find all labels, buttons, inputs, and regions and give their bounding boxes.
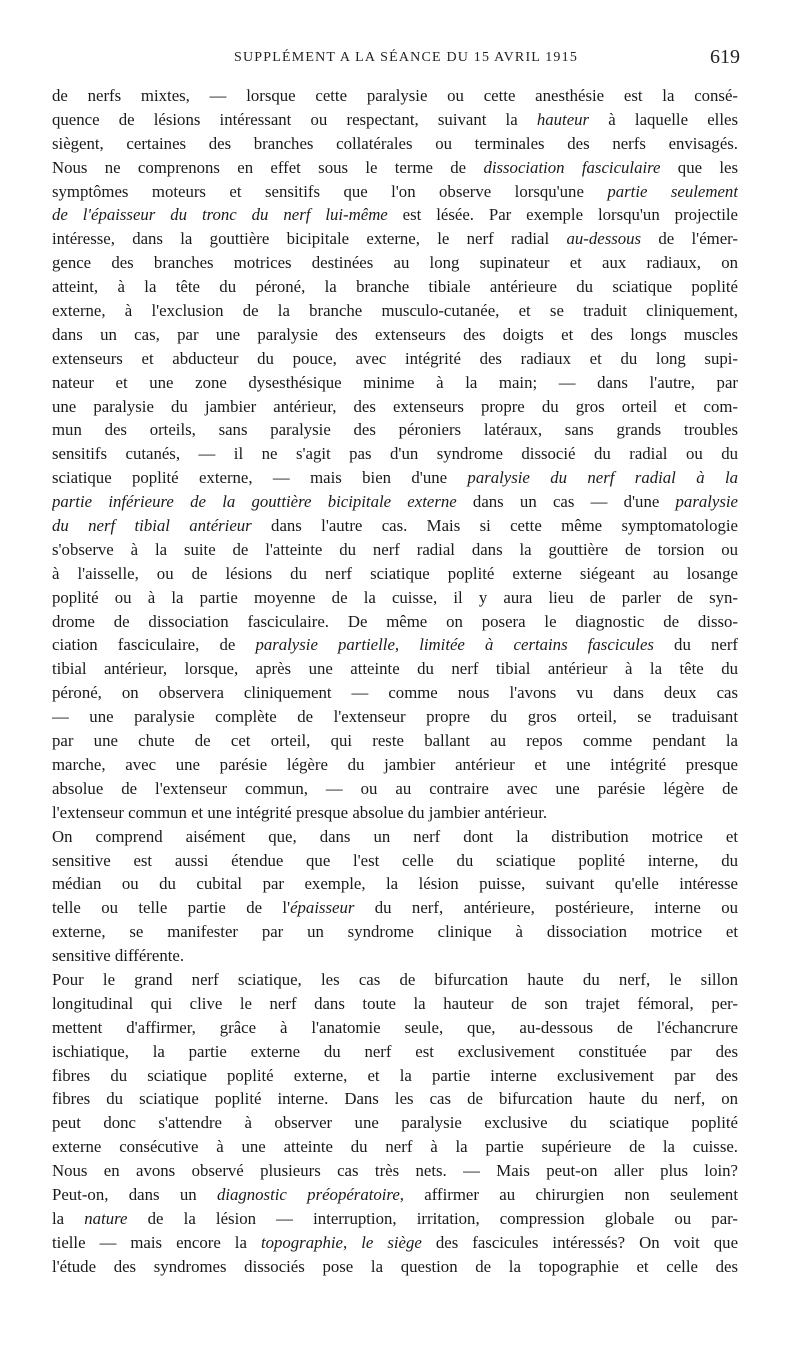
- text-segment: intéresse, dans la gouttière bicipitale externe, le nerf radial: [52, 229, 567, 249]
- text-segment: absolue de l'extenseur commun, — ou au contraire avec une parésie légère de: [52, 778, 738, 798]
- text-line: [52, 299, 738, 323]
- text-line: [52, 681, 738, 705]
- text-segment: externe, se manifester par un syndrome clinique à dissociation motrice et: [52, 922, 738, 942]
- text-line: [52, 1016, 738, 1040]
- text-line: [52, 944, 738, 968]
- text-line: [52, 705, 738, 729]
- text-line: [52, 538, 738, 562]
- italic-text-segment: épaisseur: [290, 898, 355, 918]
- text-line: [52, 633, 738, 657]
- text-line: [52, 896, 738, 920]
- text-line: [52, 84, 738, 108]
- text-segment: la: [52, 1208, 85, 1228]
- text-segment: peut donc s'attendre à observer une paralysie exclusive du sciatique poplité: [52, 1113, 738, 1133]
- italic-text-segment: partie seulement: [607, 181, 738, 201]
- text-line: [52, 323, 738, 347]
- text-segment: s'observe à la suite de l'atteinte du nerf radial dans la gouttière de torsion ou: [52, 539, 738, 559]
- italic-text-segment: au-dessous: [566, 229, 642, 249]
- text-segment: dans l'autre cas. Mais si cette même symptomatologie: [251, 516, 738, 536]
- text-line: [52, 562, 738, 586]
- text-line: [52, 466, 738, 490]
- text-segment: symptômes moteurs et sensitifs que l'on observe lorsqu'une: [52, 181, 608, 201]
- text-segment: externe consécutive à une atteinte du nerf à la partie supérieure de la cuisse.: [52, 1137, 738, 1157]
- text-line: [52, 371, 738, 395]
- running-head: SUPPLÉMENT A LA SÉANCE DU 15 AVRIL 1915: [233, 50, 579, 65]
- text-line: [52, 825, 738, 849]
- text-segment: ciation fasciculaire, de: [52, 635, 256, 655]
- italic-text-segment: paralysie: [675, 492, 738, 512]
- text-line: [52, 1207, 738, 1231]
- text-line: [52, 108, 738, 132]
- text-segment: de la lésion — interruption, irritation, compression globale ou par-: [127, 1208, 738, 1228]
- text-segment: fibres du sciatique poplité externe, et la partie interne exclusivement par des: [52, 1065, 738, 1085]
- italic-text-segment: topographie: [260, 1232, 343, 1252]
- text-segment: dans un cas, par une paralysie des extenseurs des doigts et des longs muscles: [52, 324, 738, 344]
- text-line: [52, 1255, 738, 1279]
- italic-text-segment: du nerf tibial antérieur: [52, 516, 252, 536]
- text-line: [52, 132, 738, 156]
- text-line: [52, 992, 738, 1016]
- text-segment: sensitive différente.: [52, 946, 185, 966]
- text-line: [52, 968, 738, 992]
- text-segment: marche, avec une parésie légère du jambier antérieur et une intégrité presque: [52, 754, 738, 774]
- text-segment: de l'émer-: [641, 229, 738, 249]
- text-segment: mun des orteils, sans paralysie des péroniers latéraux, sans grands troubles: [52, 420, 738, 440]
- text-segment: nateur et une zone dysesthésique minime à la main; — dans l'autre, par: [52, 372, 738, 392]
- text-segment: drome de dissociation fasciculaire. De même on posera le diagnostic de disso-: [52, 611, 738, 631]
- text-line: [52, 1159, 738, 1183]
- text-line: [52, 1183, 738, 1207]
- text-segment: sensitifs cutanés, — il ne s'agit pas d'un syndrome dissocié du radial ou du: [52, 444, 738, 464]
- text-segment: sensitive est aussi étendue que l'est celle du sciatique poplité interne, du: [52, 850, 738, 870]
- text-line: [52, 729, 738, 753]
- text-line: [52, 514, 738, 538]
- text-segment: quence de lésions intéressant ou respectant, suivant la: [52, 109, 537, 129]
- text-line: [52, 1111, 738, 1135]
- text-line: [52, 1231, 738, 1255]
- italic-text-segment: nature: [84, 1208, 128, 1228]
- text-segment: tielle — mais encore la: [52, 1232, 261, 1252]
- italic-text-segment: diagnostic préopératoire: [216, 1184, 400, 1204]
- text-segment: telle ou telle partie de l': [52, 898, 291, 918]
- text-segment: atteint, à la tête du péroné, la branche tibiale antérieure du sciatique poplité: [52, 277, 738, 297]
- text-segment: ,: [343, 1232, 362, 1252]
- text-line: [52, 801, 738, 825]
- text-line: [52, 156, 738, 180]
- text-segment: siègent, certaines des branches collatérales ou terminales des nerfs envisagés.: [52, 133, 738, 153]
- text-line: [52, 180, 738, 204]
- text-line: [52, 418, 738, 442]
- text-segment: de nerfs mixtes, — lorsque cette paralysie ou cette anesthésie est la consé-: [52, 86, 738, 105]
- text-line: [52, 395, 738, 419]
- italic-text-segment: partie inférieure de la gouttière bicipitale externe: [52, 492, 457, 512]
- text-segment: à l'aisselle, ou de lésions du nerf sciatique poplité externe siégeant au losange: [52, 563, 738, 583]
- text-line: [52, 1135, 738, 1159]
- text-line: [52, 251, 738, 275]
- text-segment: par une chute de cet orteil, qui reste ballant au repos comme pendant la: [52, 731, 738, 751]
- text-segment: Peut-on, dans un: [52, 1184, 217, 1204]
- text-line: [52, 849, 738, 873]
- text-segment: poplité ou à la partie moyenne de la cuisse, il y aura lieu de parler de syn-: [52, 587, 738, 607]
- text-segment: externe, à l'exclusion de la branche musculo-cutanée, et se traduit cliniquement,: [52, 301, 738, 321]
- italic-text-segment: paralysie partielle, limitée à certains fascicules: [255, 635, 654, 655]
- text-segment: l'extenseur commun et une intégrité presque absolue du jambier antérieur.: [52, 802, 548, 822]
- text-line: [52, 1040, 738, 1064]
- text-segment: , affirmer au chirurgien non seulement: [399, 1184, 738, 1204]
- text-segment: On comprend aisément que, dans un nerf dont la distribution motrice et: [52, 826, 738, 846]
- text-segment: Nous ne comprenons en effet sous le terme de: [52, 157, 484, 177]
- text-segment: gence des branches motrices destinées au long supinateur et aux radiaux, on: [52, 253, 738, 273]
- text-line: [52, 347, 738, 371]
- italic-text-segment: de l'épaisseur du tronc du nerf lui-même: [52, 205, 388, 225]
- italic-text-segment: dissociation fasciculaire: [483, 157, 661, 177]
- text-line: [52, 920, 738, 944]
- page-number: 619: [710, 46, 740, 68]
- text-segment: que les: [660, 157, 738, 177]
- text-line: [52, 227, 738, 251]
- text-line: [52, 490, 738, 514]
- text-segment: — une paralysie complète de l'extenseur propre du gros orteil, se traduisant: [52, 707, 738, 727]
- text-line: [52, 586, 738, 610]
- text-segment: mettent d'affirmer, grâce à l'anatomie seule, que, au-dessous de l'échancrure: [52, 1017, 738, 1037]
- text-segment: fibres du sciatique poplité interne. Dans les cas de bifurcation haute du nerf, on: [52, 1089, 738, 1109]
- body-text: [52, 84, 738, 1279]
- text-segment: du nerf, antérieure, postérieure, interne ou: [354, 898, 738, 918]
- text-segment: à laquelle elles: [589, 109, 738, 129]
- text-segment: Pour le grand nerf sciatique, les cas de bifurcation haute du nerf, le sillon: [52, 969, 738, 989]
- text-line: [52, 203, 738, 227]
- text-line: [52, 610, 738, 634]
- text-line: [52, 657, 738, 681]
- text-segment: dans un cas — d'une: [456, 492, 676, 512]
- text-segment: extenseurs et abducteur du pouce, avec intégrité des radiaux et du long supi-: [52, 348, 738, 368]
- text-segment: du nerf: [653, 635, 738, 655]
- text-segment: des fascicules intéressés? On voit que: [421, 1232, 738, 1252]
- text-line: [52, 275, 738, 299]
- text-segment: ischiatique, la partie externe du nerf est exclusivement constituée par des: [52, 1041, 738, 1061]
- text-segment: longitudinal qui clive le nerf dans toute la hauteur de son trajet fémoral, per-: [52, 993, 738, 1013]
- text-segment: sciatique poplité externe, — mais bien d'une: [52, 468, 468, 488]
- text-segment: est lésée. Par exemple lorsqu'un projectile: [387, 205, 738, 225]
- italic-text-segment: le siège: [361, 1232, 422, 1252]
- text-line: [52, 777, 738, 801]
- text-segment: une paralysie du jambier antérieur, des extenseurs propre du gros orteil et com-: [52, 396, 738, 416]
- text-segment: médian ou du cubital par exemple, la lésion puisse, suivant qu'elle intéresse: [52, 874, 738, 894]
- text-line: [52, 1064, 738, 1088]
- italic-text-segment: paralysie du nerf radial à la: [467, 468, 738, 488]
- text-line: [52, 442, 738, 466]
- text-segment: péroné, on observera cliniquement — comme nous l'avons vu dans deux cas: [52, 683, 738, 703]
- text-line: [52, 1087, 738, 1111]
- text-segment: Nous en avons observé plusieurs cas très nets. — Mais peut-on aller plus loin?: [52, 1161, 738, 1181]
- text-segment: l'étude des syndromes dissociés pose la question de la topographie et celle des: [52, 1256, 738, 1276]
- italic-text-segment: hauteur: [536, 109, 590, 129]
- text-segment: tibial antérieur, lorsque, après une atteinte du nerf tibial antérieur à la tête du: [52, 659, 738, 679]
- text-line: [52, 753, 738, 777]
- text-line: [52, 872, 738, 896]
